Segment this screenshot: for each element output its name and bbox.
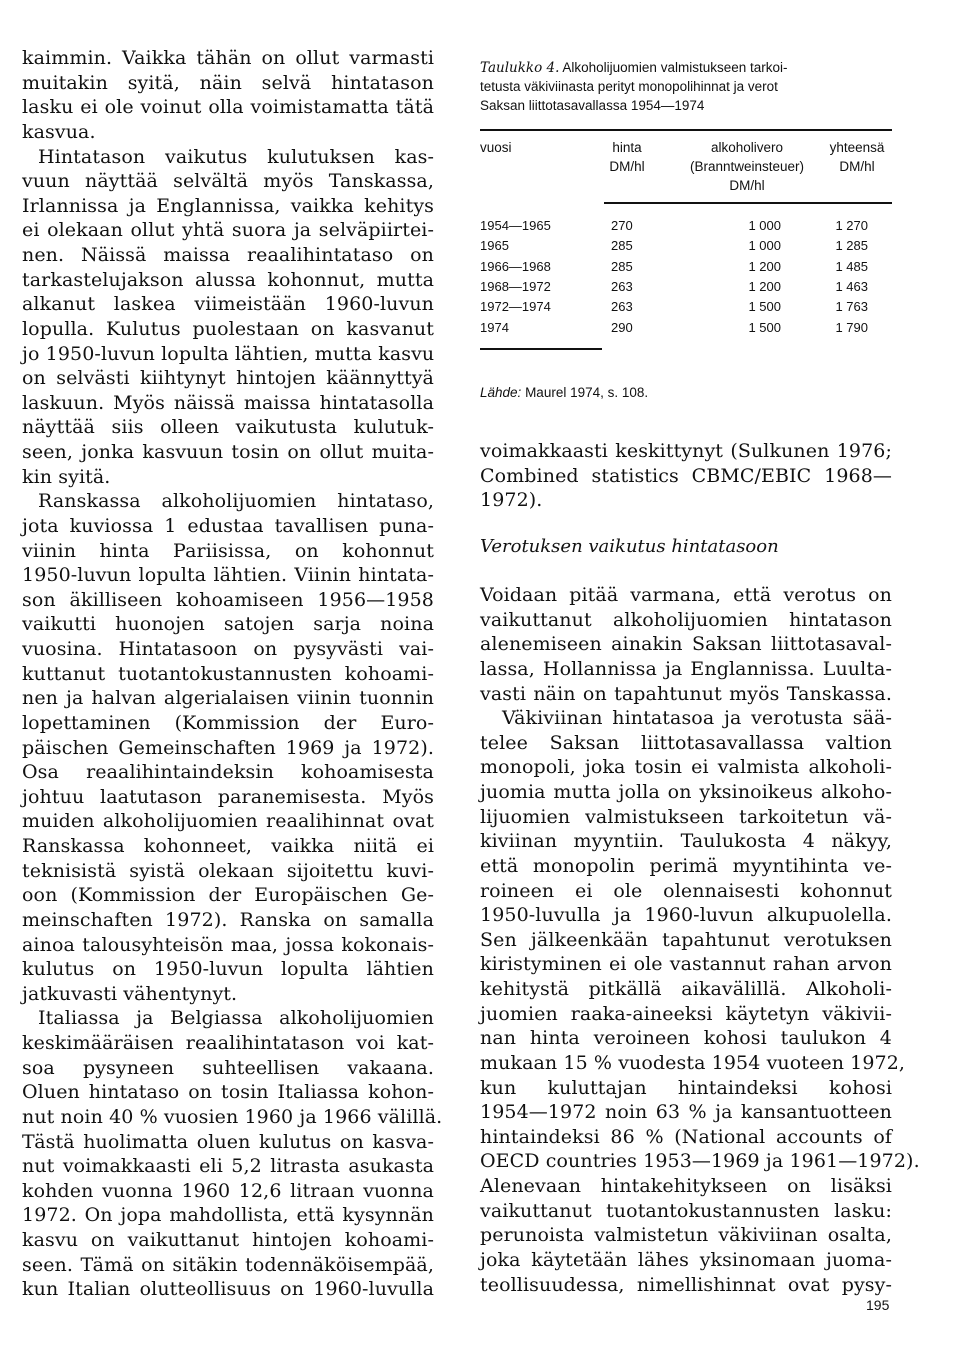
- text-line: kuttanut tuotantokustannusten kohoami-: [22, 662, 434, 685]
- text-line: muitakin syitä, näin selvä hintatason: [22, 71, 434, 94]
- table-header-rule: [604, 202, 892, 204]
- text-line: juomien raaka-aineeksi käytetyn väkivii-: [480, 1002, 892, 1025]
- header-tax-unit: DM/hl: [729, 178, 765, 193]
- text-line: jota kuviossa 1 edustaa tavallisen puna-: [22, 514, 434, 537]
- text-line: kun Italian olutteollisuus on 1960-luvulla: [22, 1278, 434, 1301]
- text-line: nut noin 40 % vuosien 1960 ja 1966 välillä.: [22, 1105, 443, 1128]
- text-line: lijuomien valmistukseen tarkoitetun vä-: [480, 805, 892, 828]
- text-line: vasti näin on tapahtunut myös Tanskassa.: [480, 682, 892, 705]
- text-line: nut voimakkaasti eli 5,2 litrasta asukasta: [22, 1155, 434, 1178]
- text-line: hintaindeksi 86 % (National accounts of: [480, 1125, 892, 1148]
- table-cell-price: 270: [611, 218, 633, 233]
- header-tax: [674, 138, 820, 195]
- header-price-unit: DM/hl: [609, 159, 645, 174]
- text-line: Voidaan pitää varmana, että verotus on: [480, 584, 892, 606]
- text-line: Ranskassa kohonneet, vaikka niitä ei: [22, 835, 434, 857]
- text-line: Italiassa ja Belgiassa alkoholijuomien: [38, 1007, 434, 1030]
- text-line: 1954—1972 noin 63 % ja kansantuotteen: [480, 1101, 892, 1124]
- text-line: son äkilliseen kohoamiseen 1956—1958: [22, 588, 434, 611]
- text-line: keskimääräisen reaalihintatason voi kat-: [22, 1032, 434, 1054]
- left-column: [22, 46, 443, 1302]
- text-line: teknisistä syistä olekaan sijoitettu kuvi-: [22, 859, 434, 882]
- section-heading: Verotuksen vaikutus hintatasoon: [480, 536, 779, 557]
- text-line: mukaan 15 % vuodesta 1954 vuoteen 1972,: [480, 1051, 906, 1074]
- text-line: Tästä huolimatta oluen kulutus on kasva-: [22, 1130, 434, 1153]
- table-source: [480, 385, 648, 400]
- text-line: vaikuttanut tuotantokustannusten lasku:: [480, 1199, 892, 1222]
- text-line: johtuu laatutason paranemisesta. Myös: [22, 785, 434, 808]
- text-line: nen ja halvan algerialaisen viinin tuonnin: [22, 687, 434, 710]
- caption-line-1: Alkoholijuomien valmistukseen tarkoi-: [562, 60, 788, 75]
- text-line: Osa reaalihintaindeksin kohoamisesta: [22, 761, 434, 784]
- text-line: Oluen hintataso on tosin Italiassa kohon-: [22, 1081, 434, 1104]
- text-line: Alenevaan hintakehitykseen on lisäksi: [480, 1175, 892, 1197]
- text-line: kasvua.: [22, 120, 96, 143]
- right-column-top: [480, 439, 892, 513]
- text-line: alenemiseen ainakin Saksan liittotasaval-: [480, 633, 892, 656]
- table-cell-tax: 1 500: [748, 319, 781, 335]
- text-line: lassa, Hollannissa ja Englannissa. Luulta-: [480, 657, 892, 680]
- table-cell-price: 263: [611, 278, 633, 294]
- header-total-unit: DM/hl: [839, 159, 875, 174]
- text-line: joka käytetään lähes yksinomaan juoma-: [480, 1248, 892, 1271]
- text-line: Hintatason vaikutus kulutuksen kas-: [38, 145, 434, 168]
- text-line: nen. Näissä maissa reaalihintataso on: [22, 244, 434, 266]
- text-line: alkanut laskea viimeistään 1960-luvun: [22, 293, 434, 316]
- text-line: OECD countries 1953—1969 ja 1961—1972).: [480, 1150, 920, 1173]
- table-top-rule: [480, 129, 892, 131]
- header-tax-sub: (Branntweinsteuer): [689, 159, 805, 174]
- text-line: 1950-luvulla ja 1960-luvun alkupuolella.: [480, 904, 892, 927]
- table-cell-price: 263: [611, 299, 633, 315]
- table-cell-year: 1966—1968: [480, 258, 551, 274]
- text-line: kiristyminen ei ole vastannut rahan arvon: [480, 953, 892, 976]
- text-line: vaikuttanut alkoholijuomien hintatason: [480, 608, 892, 631]
- table-cell-year: 1968—1972: [480, 278, 551, 294]
- text-line: on selvästi kiihtynyt hintojen käännyttyä: [22, 367, 434, 390]
- text-line: laskuun. Myös näissä maissa hintatasolla: [22, 391, 434, 414]
- text-line: kaimmin. Vaikka tähän on ollut varmasti: [22, 47, 434, 69]
- text-line: roineen ei ole olennaisesti kohonnut: [480, 879, 892, 902]
- page-number: 195: [866, 1297, 890, 1313]
- header-tax-label: alkoholivero: [710, 140, 784, 155]
- text-line: muiden alkoholijuomien reaalihinnat ovat: [22, 810, 434, 833]
- text-line: kin syitä.: [22, 465, 111, 488]
- header-price-label: hinta: [612, 140, 642, 155]
- source-text: Maurel 1974, s. 108.: [525, 385, 649, 400]
- text-line: soa pysyneen suhteellisen vakaana.: [22, 1056, 434, 1079]
- table-bottom-rule: [480, 348, 602, 350]
- text-line: ei olekaan ollut yhtä suora ja selväpiirtei-: [22, 219, 434, 242]
- table-cell-total: 1 485: [835, 258, 868, 274]
- text-line: lasku ei ole voinut olla voimistamatta tätä: [22, 96, 434, 119]
- text-line: vaikutti huonojen satojen sarja noina: [22, 613, 434, 636]
- text-line: seen, jonka kasvuun tosin on ollut muita-: [22, 441, 434, 463]
- table-caption: [480, 58, 892, 115]
- table-cell-total: 1 270: [835, 218, 868, 233]
- text-line: jatkuvasti vähentynyt.: [22, 982, 238, 1005]
- table-cell-total: 1 463: [835, 278, 868, 294]
- text-line: näyttää siis olleen vaikutusta kulutuk-: [22, 416, 434, 439]
- text-line: teollisuudessa, nimellishinnat ovat pysy-: [480, 1273, 892, 1296]
- text-line: Sen jälkeenkään tapahtunut verotuksen: [480, 928, 892, 951]
- text-line: päischen Gemeinschaften 1969 ja 1972).: [22, 736, 434, 759]
- text-line: kiviinan myyntiin. Taulukosta 4 näkyy,: [480, 830, 892, 853]
- text-line: perunoista valmistetun väkiviinan osalta,: [480, 1224, 892, 1247]
- text-line: 1972).: [480, 489, 543, 512]
- text-line: meinschaften 1972). Ranska on samalla: [22, 908, 434, 931]
- table-cell-year: 1954—1965: [480, 218, 551, 233]
- table-cell-tax: 1 000: [748, 238, 781, 254]
- table-cell-price: 285: [611, 238, 633, 254]
- caption-line-2: tetusta väkiviinasta perityt monopolihinnat ja verot: [480, 79, 778, 94]
- table-cell-total: 1 790: [835, 319, 868, 335]
- text-line: Väkiviinan hintatasoa ja verotusta sää-: [502, 707, 892, 730]
- text-line: vuosina. Hintatasoon on pysyvästi vai-: [22, 638, 434, 660]
- table-cell-tax: 1 200: [748, 258, 781, 274]
- table-cell-price: 285: [611, 258, 633, 274]
- text-line: 1972. On jopa mahdollista, että kysynnän: [22, 1204, 434, 1227]
- caption-line-3: Saksan liittotasavallassa 1954—1974: [480, 98, 705, 113]
- text-line: lopulla. Kulutus puolestaan on kasvanut: [22, 317, 434, 340]
- table-cell-tax: 1 200: [748, 278, 781, 294]
- header-price: [596, 138, 658, 176]
- text-line: kehitystä pitkällä aikavälillä. Alkoholi-: [480, 978, 892, 1000]
- text-line: kasvu on vaikuttanut hintojen kohoami-: [22, 1229, 434, 1251]
- text-line: telee Saksan liittotasavallassa valtion: [480, 731, 892, 754]
- text-line: kulutus on 1950-luvun lopulta lähtien: [22, 958, 434, 981]
- text-line: lopettaminen (Kommission der Euro-: [22, 711, 434, 734]
- table-cell-year: 1965: [480, 238, 509, 254]
- text-line: Combined statistics CBMC/EBIC 1968—: [480, 464, 892, 487]
- text-line: Ranskassa alkoholijuomien hintataso,: [38, 490, 434, 513]
- text-line: seen. Tämä on sitäkin todennäköisempää,: [22, 1253, 434, 1276]
- text-line: tarkastelujakson alussa kohonnut, mutta: [22, 268, 434, 291]
- text-line: kohden vuonna 1960 12,6 litraan vuonna: [22, 1179, 434, 1202]
- table-label: Taulukko 4.: [480, 60, 560, 76]
- table-cell-tax: 1 000: [748, 218, 781, 233]
- text-line: oon (Kommission der Europäischen Ge-: [22, 884, 434, 907]
- table-cell-total: 1 285: [835, 238, 868, 254]
- header-year: vuosi: [480, 140, 512, 155]
- text-line: jo 1950-luvun lopulta lähtien, mutta kasvu: [22, 342, 435, 365]
- header-total-label: yhteensä: [829, 140, 885, 155]
- source-label: Lähde:: [480, 385, 522, 400]
- table-cell-tax: 1 500: [748, 299, 781, 315]
- table-cell-total: 1 763: [835, 299, 868, 315]
- text-line: monopoli, joka tosin ei valmista alkoholi-: [480, 756, 892, 779]
- text-line: ainoa talousyhteisön maa, jossa kokonais-: [22, 933, 434, 956]
- table-cell-price: 290: [611, 319, 633, 335]
- text-line: viinin hinta Pariisissa, on kohonnut: [22, 539, 434, 562]
- header-total: [818, 138, 896, 176]
- text-line: juomia mutta jolla on yksinoikeus alkoho-: [480, 781, 892, 803]
- text-line: kun kuluttajan hintaindeksi kohosi: [480, 1076, 892, 1099]
- text-line: 1950-luvun lopulta lähtien. Viinin hintata-: [22, 564, 434, 587]
- right-column-bottom: [480, 583, 920, 1297]
- text-line: nan hinta veroineen kohosi taulukon 4: [480, 1027, 892, 1050]
- text-line: voimakkaasti keskittynyt (Sulkunen 1976;: [480, 440, 892, 462]
- text-line: vuun näyttää selvältä myös Tanskassa,: [22, 170, 434, 193]
- text-line: Irlannissa ja Englannissa, vaikka kehitys: [22, 194, 434, 217]
- table-cell-year: 1972—1974: [480, 299, 551, 315]
- text-line: että monopolin perimä myyntihinta ve-: [480, 854, 892, 877]
- table-cell-year: 1974: [480, 319, 509, 335]
